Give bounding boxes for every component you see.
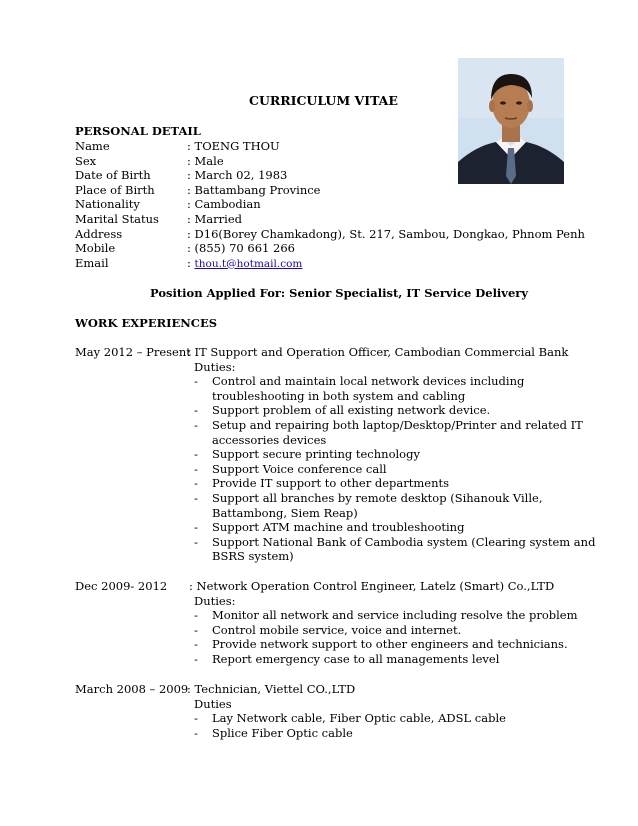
duty-item: Support Voice conference call — [212, 461, 387, 476]
position-applied: Position Applied For: Senior Specialist, IT Service Delivery — [150, 286, 529, 300]
section-heading-personal: PERSONAL DETAIL — [75, 124, 201, 138]
job-period: Dec 2009- 2012 — [75, 579, 168, 593]
bullet-dash: - — [194, 652, 198, 666]
bullet-dash: - — [194, 476, 198, 491]
job-period: March 2008 – 2009 — [75, 682, 189, 696]
duty-item: accessories devices — [212, 432, 327, 447]
personal-label: Mobile — [75, 241, 116, 256]
duty-item: Support all branches by remote desktop (Sihanouk Ville, — [212, 491, 543, 505]
bullet-dash: - — [194, 418, 198, 432]
duty-item: Support problem of all existing network device. — [212, 403, 491, 418]
duty-item: troubleshooting in both system and cabling — [212, 388, 466, 403]
profile-photo-icon — [458, 58, 564, 184]
personal-value: : Male — [187, 153, 224, 168]
bullet-dash: - — [194, 622, 198, 637]
duty-item: Support National Bank of Cambodia system (Clearing system and — [212, 534, 596, 549]
page-title: CURRICULUM VITAE — [249, 93, 398, 108]
email-link[interactable]: thou.t@hotmail.com — [194, 257, 303, 270]
bullet-dash: - — [194, 403, 198, 418]
bullet-dash: - — [194, 491, 198, 505]
personal-value: : D16(Borey Chamkadong), St. 217, Sambou, Dongkao, Phnom Penh — [187, 226, 585, 241]
job-title: : Network Operation Control Engineer, Latelz (Smart) Co.,LTD — [189, 579, 555, 593]
personal-value — [187, 256, 302, 272]
duty-item: Support secure printing technology — [212, 447, 420, 462]
personal-value: : (855) 70 661 266 — [187, 241, 295, 256]
bullet-dash: - — [194, 447, 198, 462]
duties-label: Duties — [194, 696, 232, 711]
bullet-dash: - — [194, 608, 198, 623]
personal-label: Date of Birth — [75, 168, 151, 183]
personal-value: : TOENG THOU — [187, 139, 280, 153]
personal-value: : Married — [187, 212, 243, 226]
duty-item: Control mobile service, voice and internet. — [212, 622, 462, 637]
duty-item: Provide network support to other engineers and technicians. — [212, 637, 568, 652]
personal-label: Name — [75, 139, 110, 153]
duty-item: BSRS system) — [212, 549, 294, 564]
bullet-dash: - — [194, 725, 198, 740]
job-title: : Technician, Viettel CO.,LTD — [187, 682, 356, 696]
duty-item: Battambong, Siem Reap) — [212, 505, 358, 520]
duties-label: Duties: — [194, 359, 236, 374]
duty-item: Report emergency case to all managements level — [212, 652, 500, 666]
personal-value: : Cambodian — [187, 197, 261, 212]
personal-value: : Battambang Province — [187, 182, 321, 197]
duty-item: Control and maintain local network devices including — [212, 374, 525, 389]
personal-label: Sex — [75, 153, 97, 168]
personal-label: Address — [75, 226, 123, 241]
duty-item: Monitor all network and service including resolve the problem — [212, 608, 578, 623]
duty-item: Provide IT support to other departments — [212, 476, 450, 491]
duty-item: Support ATM machine and troubleshooting — [212, 520, 465, 535]
personal-label: Email — [75, 255, 109, 270]
duty-item: Setup and repairing both laptop/Desktop/Printer and related IT — [212, 418, 583, 432]
job-period: May 2012 – Present — [75, 345, 191, 359]
section-heading-work: WORK EXPERIENCES — [75, 316, 218, 330]
bullet-dash: - — [194, 374, 198, 389]
bullet-dash: - — [194, 461, 198, 476]
duty-item: Splice Fiber Optic cable — [212, 725, 353, 740]
job-title: : IT Support and Operation Officer, Cambodian Commercial Bank — [187, 345, 569, 359]
duty-item: Lay Network cable, Fiber Optic cable, ADSL cable — [212, 711, 506, 726]
profile-photo — [458, 58, 564, 184]
duties-label: Duties: — [194, 593, 236, 608]
personal-label: Marital Status — [75, 212, 159, 226]
bullet-dash: - — [194, 637, 198, 652]
personal-label: Nationality — [75, 197, 140, 212]
bullet-dash: - — [194, 520, 198, 535]
email-prefix: : — [187, 255, 195, 270]
bullet-dash: - — [194, 534, 198, 549]
personal-label: Place of Birth — [75, 182, 155, 197]
bullet-dash: - — [194, 711, 198, 726]
personal-value: : March 02, 1983 — [187, 168, 288, 183]
